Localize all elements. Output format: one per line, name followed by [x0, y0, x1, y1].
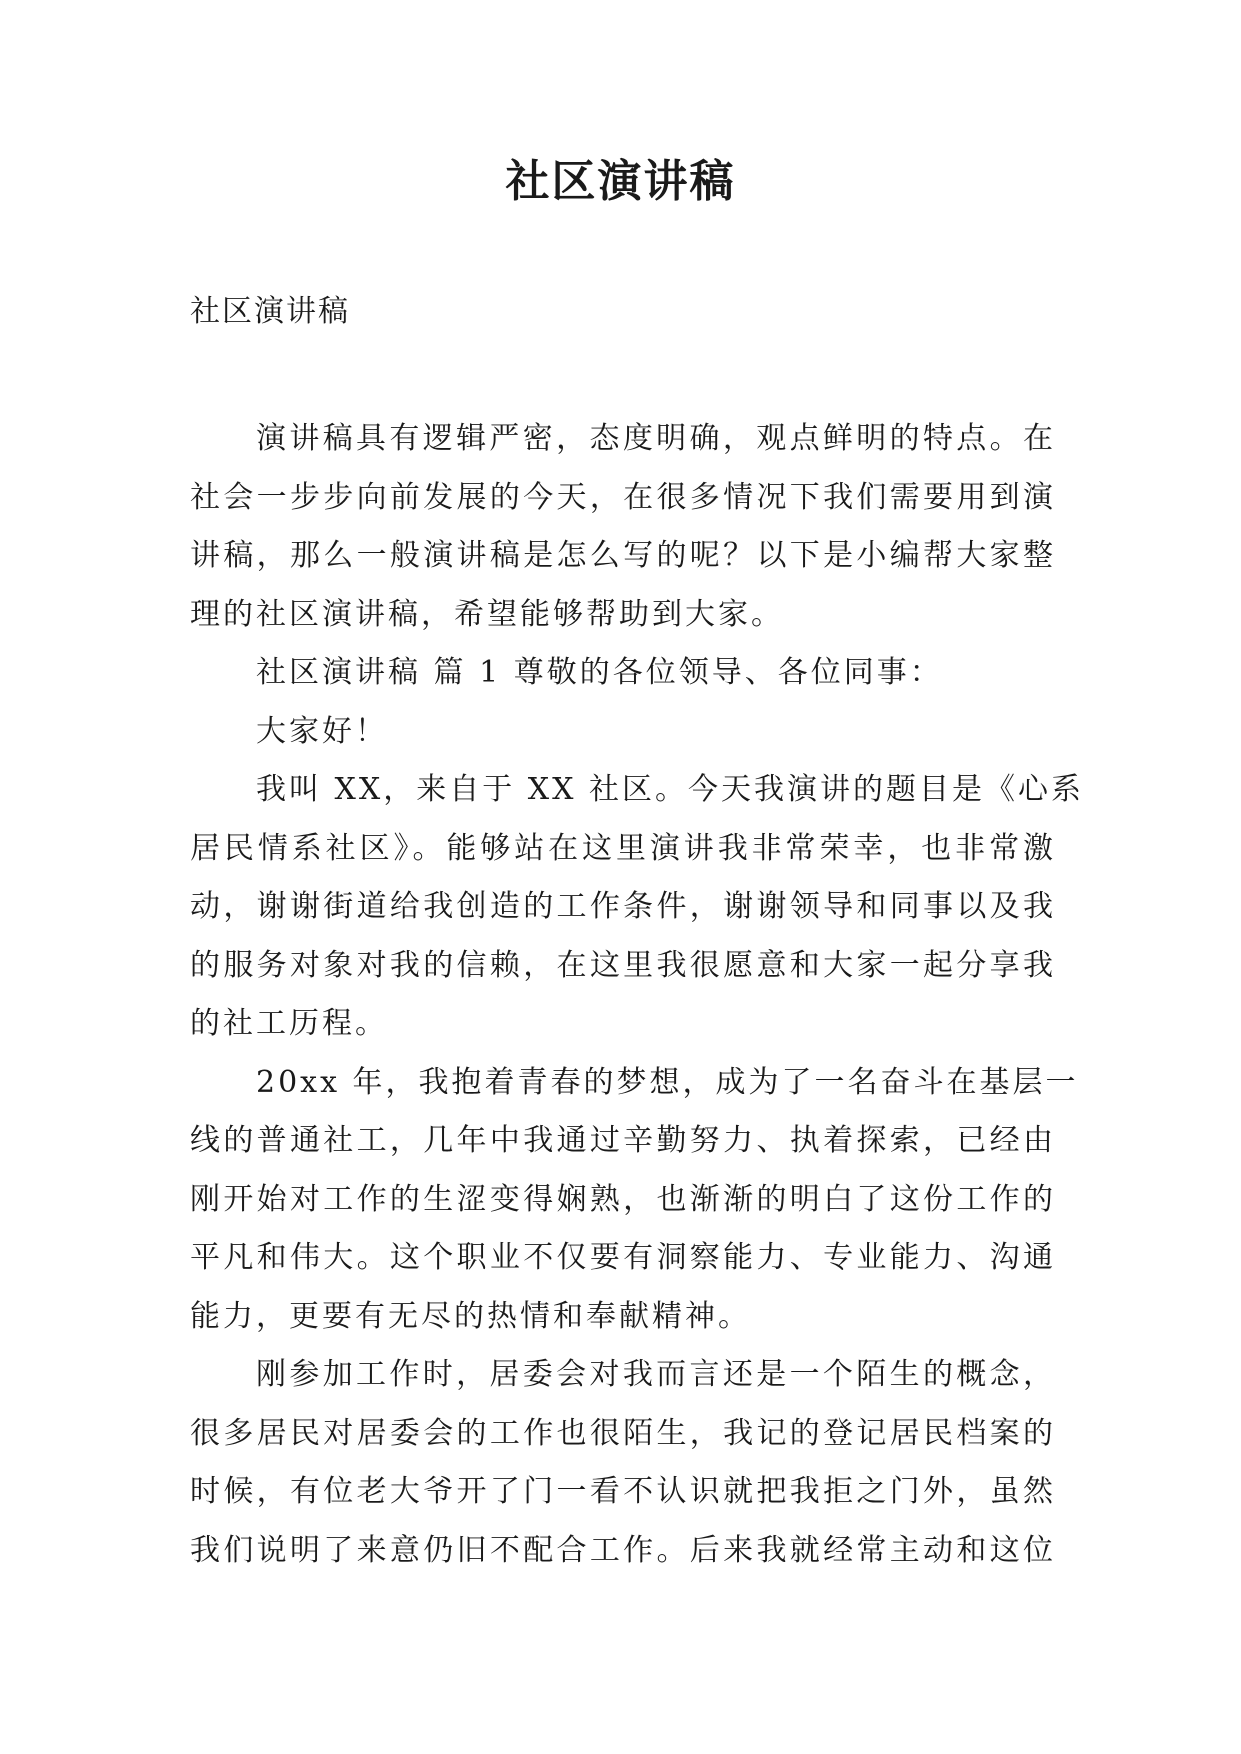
paragraph-line: 社会一步步向前发展的今天，在很多情况下我们需要用到演	[190, 479, 1056, 515]
paragraph-line: 线的普通社工，几年中我通过辛勤努力、执着探索，已经由	[190, 1123, 1056, 1158]
paragraph-line: 社区演讲稿 篇 1 尊敬的各位领导、各位同事：	[256, 655, 943, 690]
paragraph-line: 的服务对象对我的信赖，在这里我很愿意和大家一起分享我	[190, 947, 1056, 983]
document-body	[190, 410, 1085, 1580]
paragraph-line: 演讲稿具有逻辑严密，态度明确，观点鲜明的特点。在	[256, 421, 1056, 456]
paragraph-line: 很多居民对居委会的工作也很陌生，我记的登记居民档案的	[190, 1415, 1056, 1451]
paragraph-line: 20xx 年，我抱着青春的梦想，成为了一名奋斗在基层一	[256, 1064, 1079, 1100]
paragraph-line: 理的社区演讲稿，希望能够帮助到大家。	[190, 596, 784, 632]
paragraph-line: 平凡和伟大。这个职业不仅要有洞察能力、专业能力、沟通	[190, 1240, 1056, 1275]
paragraph-line: 我叫 XX，来自于 XX 社区。今天我演讲的题目是《心系	[256, 772, 1085, 807]
paragraph-line: 居民情系社区》。能够站在这里演讲我非常荣幸，也非常激	[190, 830, 1056, 866]
document-subtitle: 社区演讲稿	[190, 294, 350, 329]
paragraph-line: 的社工历程。	[190, 1006, 388, 1041]
document-title: 社区演讲稿	[505, 156, 736, 207]
paragraph-line: 大家好！	[256, 713, 388, 749]
paragraph-line: 刚开始对工作的生涩变得娴熟，也渐渐的明白了这份工作的	[190, 1181, 1056, 1217]
paragraph-line: 时候，有位老大爷开了门一看不认识就把我拒之门外，虽然	[190, 1474, 1056, 1509]
paragraph-line: 我们说明了来意仍旧不配合工作。后来我就经常主动和这位	[190, 1532, 1056, 1568]
paragraph-line: 刚参加工作时，居委会对我而言还是一个陌生的概念，	[256, 1357, 1056, 1392]
paragraph-line: 动，谢谢街道给我创造的工作条件，谢谢领导和同事以及我	[190, 889, 1056, 924]
paragraph-line: 讲稿，那么一般演讲稿是怎么写的呢？以下是小编帮大家整	[190, 538, 1056, 573]
paragraph-line: 能力，更要有无尽的热情和奉献精神。	[190, 1298, 751, 1334]
